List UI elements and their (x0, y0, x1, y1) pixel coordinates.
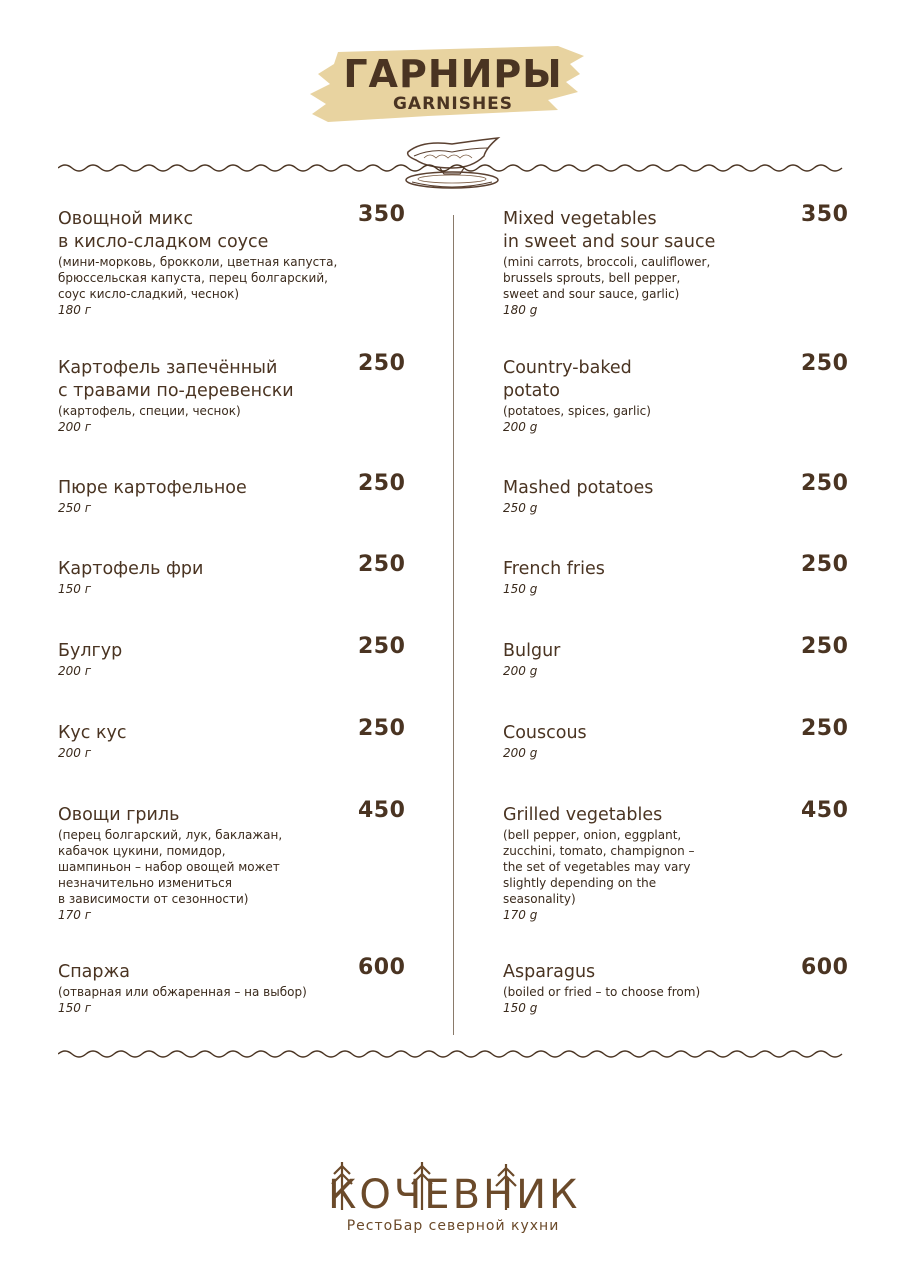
menu-item-en (503, 351, 858, 435)
menu-item-en (503, 202, 858, 318)
item-description: (potatoes, spices, garlic) (503, 404, 651, 418)
item-price: 250 (358, 351, 406, 376)
logo-tagline: РестоБар северной кухни (346, 1218, 560, 1234)
item-description: (bell pepper, onion, eggplant, zucchini, tomato, champignon – the set of vegetables may vary slightly depending on the seasonality) (503, 828, 695, 906)
item-price: 450 (801, 798, 849, 823)
item-price: 250 (801, 552, 849, 577)
column-divider (453, 215, 454, 1035)
item-name: Спаржа (58, 962, 130, 982)
item-price: 250 (801, 471, 849, 496)
item-weight: 200 g (503, 746, 538, 760)
item-weight: 200 g (503, 664, 538, 678)
menu-item-en (503, 955, 858, 1016)
item-weight: 150 g (503, 1001, 538, 1015)
item-weight: 200 г (58, 664, 92, 678)
item-weight: 150 г (58, 1001, 92, 1015)
item-price: 250 (358, 716, 406, 741)
item-price: 250 (358, 552, 406, 577)
item-name: Couscous (503, 723, 587, 743)
item-price: 250 (801, 634, 849, 659)
item-weight: 180 g (503, 303, 538, 317)
item-name: Mixed vegetables in sweet and sour sauce (503, 209, 716, 252)
menu-item-en (503, 471, 858, 516)
item-price: 350 (358, 202, 406, 227)
item-weight: 250 г (58, 501, 92, 515)
item-name: Bulgur (503, 641, 561, 661)
item-description: (картофель, специи, чеснок) (58, 404, 241, 418)
logo-name: КОЧЕВНИК (328, 1172, 581, 1218)
item-name: Картофель запечённый с травами по-деревенски (58, 358, 294, 401)
menu-item-ru (58, 634, 438, 679)
top-wave-divider (58, 162, 844, 174)
menu-item-en (503, 634, 858, 679)
item-weight: 180 г (58, 303, 92, 317)
item-description: (boiled or fried – to choose from) (503, 985, 701, 999)
item-price: 250 (358, 471, 406, 496)
page-subtitle: GARNISHES (392, 94, 514, 114)
menu-item-en (503, 798, 858, 923)
item-price: 250 (801, 351, 849, 376)
item-price: 250 (358, 634, 406, 659)
item-name: Пюре картофельное (58, 478, 247, 498)
page-title: ГАРНИРЫ (343, 52, 563, 96)
item-price: 250 (801, 716, 849, 741)
menu-item-en (503, 716, 858, 761)
menu-item-ru (58, 351, 438, 435)
item-description: (мини-морковь, брокколи, цветная капуста, брюссельская капуста, перец болгарский, соус кисло-сладкий, чеснок) (58, 255, 338, 301)
item-weight: 170 г (58, 908, 92, 922)
menu-item-ru (58, 202, 438, 318)
item-name: Asparagus (503, 962, 596, 982)
item-name: Grilled vegetables (503, 805, 663, 825)
item-name: Кус кус (58, 723, 127, 743)
menu-item-ru (58, 716, 438, 761)
item-weight: 200 г (58, 420, 92, 434)
menu-item-ru (58, 798, 438, 923)
item-name: Овощи гриль (58, 805, 180, 825)
item-description: (перец болгарский, лук, баклажан, кабачок цукини, помидор, шампиньон – набор овощей может незначительно измениться в зависимости от сезонности) (58, 828, 283, 906)
item-description: (отварная или обжаренная – на выбор) (58, 985, 307, 999)
menu-item-ru (58, 552, 438, 597)
item-description: (mini carrots, broccoli, cauliflower, brussels sprouts, bell pepper, sweet and sour sauce, garlic) (503, 255, 711, 301)
item-name: French fries (503, 559, 605, 579)
item-name: Картофель фри (58, 559, 204, 579)
item-name: Овощной микс в кисло-сладком соусе (58, 209, 269, 252)
item-name: Mashed potatoes (503, 478, 654, 498)
item-name: Булгур (58, 641, 123, 661)
item-weight: 250 g (503, 501, 538, 515)
item-weight: 150 г (58, 582, 92, 596)
menu-item-en (503, 552, 858, 597)
item-weight: 150 g (503, 582, 538, 596)
bottom-wave-divider (58, 1048, 844, 1060)
item-price: 350 (801, 202, 849, 227)
menu-item-ru (58, 471, 438, 516)
item-weight: 170 g (503, 908, 538, 922)
item-price: 600 (358, 955, 406, 980)
item-price: 600 (801, 955, 849, 980)
item-price: 450 (358, 798, 406, 823)
item-weight: 200 г (58, 746, 92, 760)
menu-item-ru (58, 955, 438, 1016)
item-name: Country-baked potato (503, 358, 632, 401)
item-weight: 200 g (503, 420, 538, 434)
